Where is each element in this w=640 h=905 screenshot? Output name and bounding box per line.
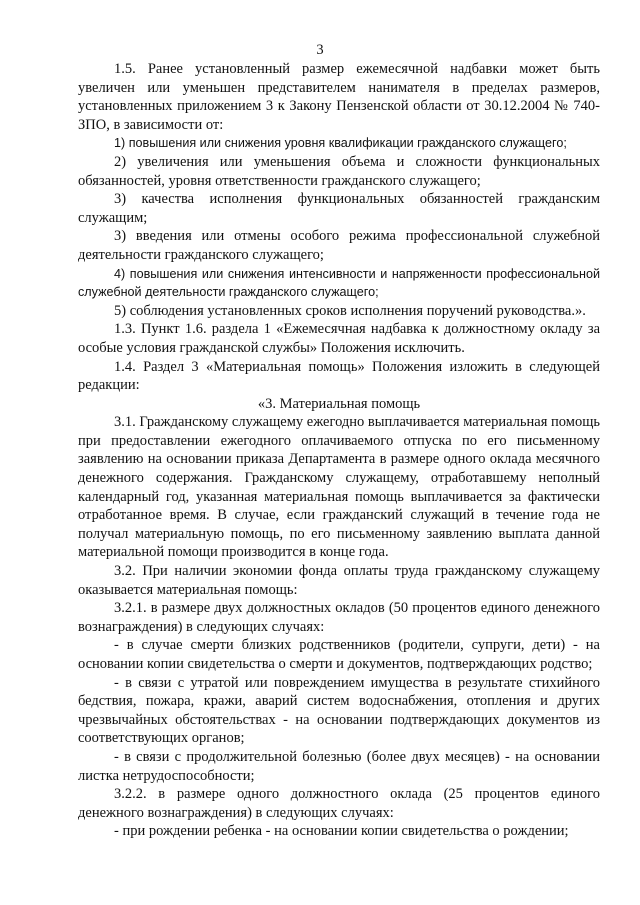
page-number: 3 [316, 42, 324, 58]
section-3-heading: «3. Материальная помощь [257, 395, 421, 412]
bullet-child-birth: - при рождении ребенка - на основании копии свидетельства о рождении; [114, 823, 569, 840]
paragraph-1-4: 1.4. Раздел 3 «Материальная помощь» Положения изложить в следующей редакции: [78, 358, 600, 394]
list-item-duties-quality: 3) качества исполнения функциональных обязанностей гражданским служащим; [78, 191, 600, 226]
list-item-intensity: 4) повышения или снижения интенсивности и напряженности профессиональной служебной деятельности гражданского служащего; [78, 266, 600, 300]
paragraph-3-2-1: 3.2.1. в размере двух должностных окладов (50 процентов единого денежного вознаграждения) в следующих случаях: [78, 600, 600, 635]
document-body [78, 60, 600, 841]
bullet-property-loss: - в связи с утратой или повреждением имущества в результате стихийного бедствия, пожара, кражи, аварий систем водоснабжения, отопления и других чрезвычайных обстоятельствах - на основании подтверждающих документов из соответствующих органов; [78, 674, 600, 747]
paragraph-1-3: 1.3. Пункт 1.6. раздела 1 «Ежемесячная надбавка к должностному окладу за особые условия гражданской службы» Положения исключить. [78, 321, 600, 356]
list-item-special-regime: 3) введения или отмены особого режима профессиональной служебной деятельности гражданского служащего; [78, 228, 600, 263]
paragraph-3-2: 3.2. При наличии экономии фонда оплаты труда гражданскому служащему оказывается материальная помощь: [78, 563, 600, 598]
paragraph-3-2-2: 3.2.2. в размере одного должностного оклада (25 процентов единого денежного вознаграждения) в следующих случаях: [78, 786, 600, 821]
bullet-long-illness: - в связи с продолжительной болезнью (более двух месяцев) - на основании листка нетрудоспособности; [78, 748, 600, 784]
bullet-death-of-relatives: - в случае смерти близких родственников (родители, супруги, дети) - на основании копии свидетельства о смерти и документов, подтверждающих родство; [78, 637, 600, 672]
paragraph-1-5: 1.5. Ранее установленный размер ежемесячной надбавки может быть увеличен или уменьшен представителем нанимателя в пределах размеров, установленных приложением 3 к Закону Пензенской области от 30.12.2004 № 740-ЗПО, в зависимости от: [78, 61, 600, 133]
list-item-qualification: 1) повышения или снижения уровня квалификации гражданского служащего; [114, 136, 567, 151]
list-item-deadlines: 5) соблюдения установленных сроков исполнения поручений руководства.». [114, 302, 586, 319]
paragraph-3-1: 3.1. Гражданскому служащему ежегодно выплачивается материальная помощь при предоставлении ежегодного оплачиваемого отпуска по его письменному заявлению на основании приказа Департамента в размере одного оклада месячного денежного содержания. Гражданскому служащему, отработавшему неполный календарный год, указанная материальная помощь выплачивается за фактически отработанное время. В случае, если гражданский служащий в течение года не получал материальную помощь, по его письменному заявлению выплата данной материальной помощи производится в конце года. [78, 414, 600, 561]
list-item-duties-volume: 2) увеличения или уменьшения объема и сложности функциональных обязанностей, уровня ответственности гражданского служащего; [78, 153, 600, 189]
